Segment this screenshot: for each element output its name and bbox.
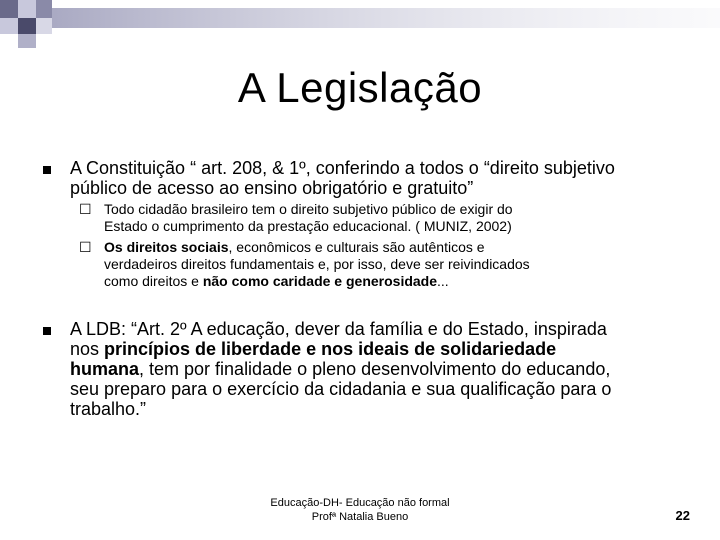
emphasis-caridade: não como caridade e generosidade bbox=[202, 273, 438, 289]
footer-author: Profª Natalia Bueno bbox=[311, 511, 409, 523]
text-ellipsis: ... bbox=[437, 273, 449, 289]
square-bullet-icon bbox=[43, 166, 51, 174]
text-ldb-intro: A LDB: “Art. 2º A educação, dever da família e do Estado, inspirada nos bbox=[70, 319, 607, 359]
subbullet-direitos-sociais bbox=[104, 239, 530, 290]
subbullet-cidadao: Todo cidadão brasileiro tem o direito subjetivo público de exigir do Estado o cumprimento da prestação educacional. ( MUNIZ, 2002) bbox=[104, 201, 513, 234]
emphasis-direitos-sociais: Os direitos sociais bbox=[104, 239, 229, 255]
text-direitos-fundamentais: , econômicos e culturais são autênticos e verdadeiros direitos fundamentais e, por isso, deve ser reivindicados como direitos e bbox=[104, 239, 530, 289]
checkbox-bullet-icon: ☐ bbox=[79, 240, 92, 256]
decorative-header-squares bbox=[0, 0, 720, 50]
slide-title: A Legislação bbox=[237, 64, 483, 111]
checkbox-bullet-icon: ☐ bbox=[79, 202, 92, 218]
bullet-ldb bbox=[70, 319, 611, 419]
footer-course: Educação-DH- Educação não formal bbox=[270, 497, 450, 509]
footer bbox=[240, 496, 480, 524]
emphasis-principios: princípios de liberdade e nos ideais de solidariedade humana bbox=[70, 339, 557, 379]
text-ldb-finalidade: , tem por finalidade o pleno desenvolvimento do educando, seu preparo para o exercício da cidadania e sua qualificação para o trabalho.” bbox=[70, 359, 612, 419]
page-number: 22 bbox=[675, 508, 690, 523]
bullet-constituicao: A Constituição “ art. 208, & 1º, conferindo a todos o “direito subjetivo público de acesso ao ensino obrigatório e gratuito” bbox=[70, 158, 615, 198]
square-bullet-icon bbox=[43, 327, 51, 335]
